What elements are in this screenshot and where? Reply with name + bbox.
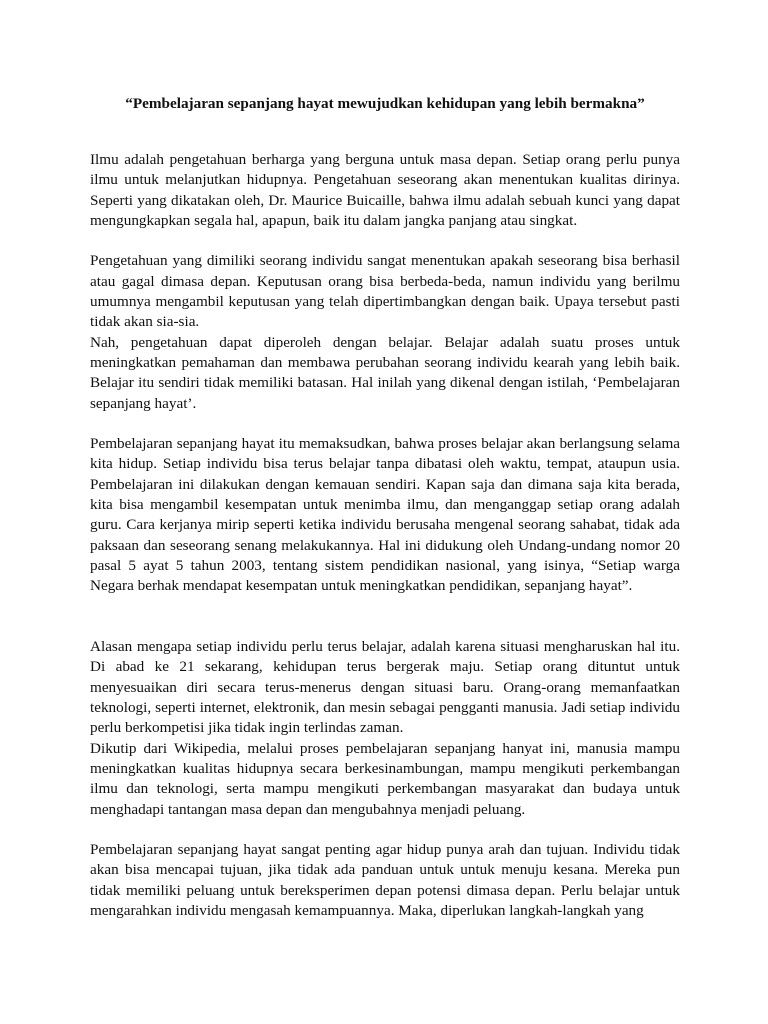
paragraph-2: Pengetahuan yang dimiliki seorang individu sangat menentukan apakah seseorang bisa berhasil atau gagal dimasa depan. Keputusan orang bisa berbeda-beda, namun individu yang berilmu umumnya mengambil keputusan yang telah dipertimbangkan dengan baik. Upaya tersebut pasti tidak akan sia-sia. [90,252,680,331]
document-body [90,150,680,921]
paragraph-6: Dikutip dari Wikipedia, melalui proses pembelajaran sepanjang hanyat ini, manusia mampu meningkatkan kualitas hidupnya secara berkesinambungan, mampu mengikuti perkembangan ilmu dan teknologi, serta mampu mengikuti perkembangan masyarakat dan budaya untuk menghadapi tantangan masa depan dan mengubahnya menjadi peluang. [90,739,680,818]
paragraph-4: Pembelajaran sepanjang hayat itu memaksudkan, bahwa proses belajar akan berlangsung selama kita hidup. Setiap individu bisa terus belajar tanpa dibatasi oleh waktu, tempat, ataupun usia. Pembelajaran ini dilakukan dengan kemauan sendiri. Kapan saja dan dimana saja kita berada, kita bisa mengambil kesempatan untuk menimba ilmu, dan menganggap setiap orang adalah guru. Cara kerjanya mirip seperti ketika individu berusaha mengenal seorang sahabat, tidak ada paksaan dan seseorang senang melakukannya. Hal ini didukung oleh Undang-undang nomor 20 pasal 5 ayat 5 tahun 2003, tentang sistem pendidikan nasional, yang isinya, “Setiap warga Negara berhak mendapat kesempatan untuk meningkatkan pendidikan, sepanjang hayat”. [90,435,680,595]
paragraph-1: Ilmu adalah pengetahuan berharga yang berguna untuk masa depan. Setiap orang perlu punya ilmu untuk melanjutkan hidupnya. Pengetahuan seseorang akan menentukan kualitas dirinya. Seperti yang dikatakan oleh, Dr. Maurice Buicaille, bahwa ilmu adalah sebuah kunci yang dapat mengungkapkan segala hal, apapun, baik itu dalam jangka panjang atau singkat. [90,151,680,229]
document-title: “Pembelajaran sepanjang hayat mewujudkan kehidupan yang lebih bermakna” [125,95,645,112]
paragraph-3: Nah, pengetahuan dapat diperoleh dengan belajar. Belajar adalah suatu proses untuk meningkatkan pemahaman dan membawa perubahan seorang individu kearah yang lebih baik. Belajar itu sendiri tidak memiliki batasan. Hal inilah yang dikenal dengan istilah, ‘Pembelajaran sepanjang hayat’. [90,333,680,412]
paragraph-7: Pembelajaran sepanjang hayat sangat penting agar hidup punya arah dan tujuan. Individu tidak akan bisa mencapai tujuan, jika tidak ada panduan untuk untuk menuju kesana. Mereka pun tidak memiliki peluang untuk bereksperimen depan potensi dimasa depan. Perlu belajar untuk mengarahkan individu mengasah kemampuannya. Maka, diperlukan langkah-langkah yang [90,841,680,919]
paragraph-5: Alasan mengapa setiap individu perlu terus belajar, adalah karena situasi mengharuskan hal itu. Di abad ke 21 sekarang, kehidupan terus bergerak maju. Setiap orang dituntut untuk menyesuaikan diri secara terus-menerus dengan situasi baru. Orang-orang memanfaatkan teknologi, seperti internet, elektronik, dan mesin sebagai pengganti manusia. Jadi setiap individu perlu berkompetisi jika tidak ingin terlindas zaman. [90,638,680,737]
